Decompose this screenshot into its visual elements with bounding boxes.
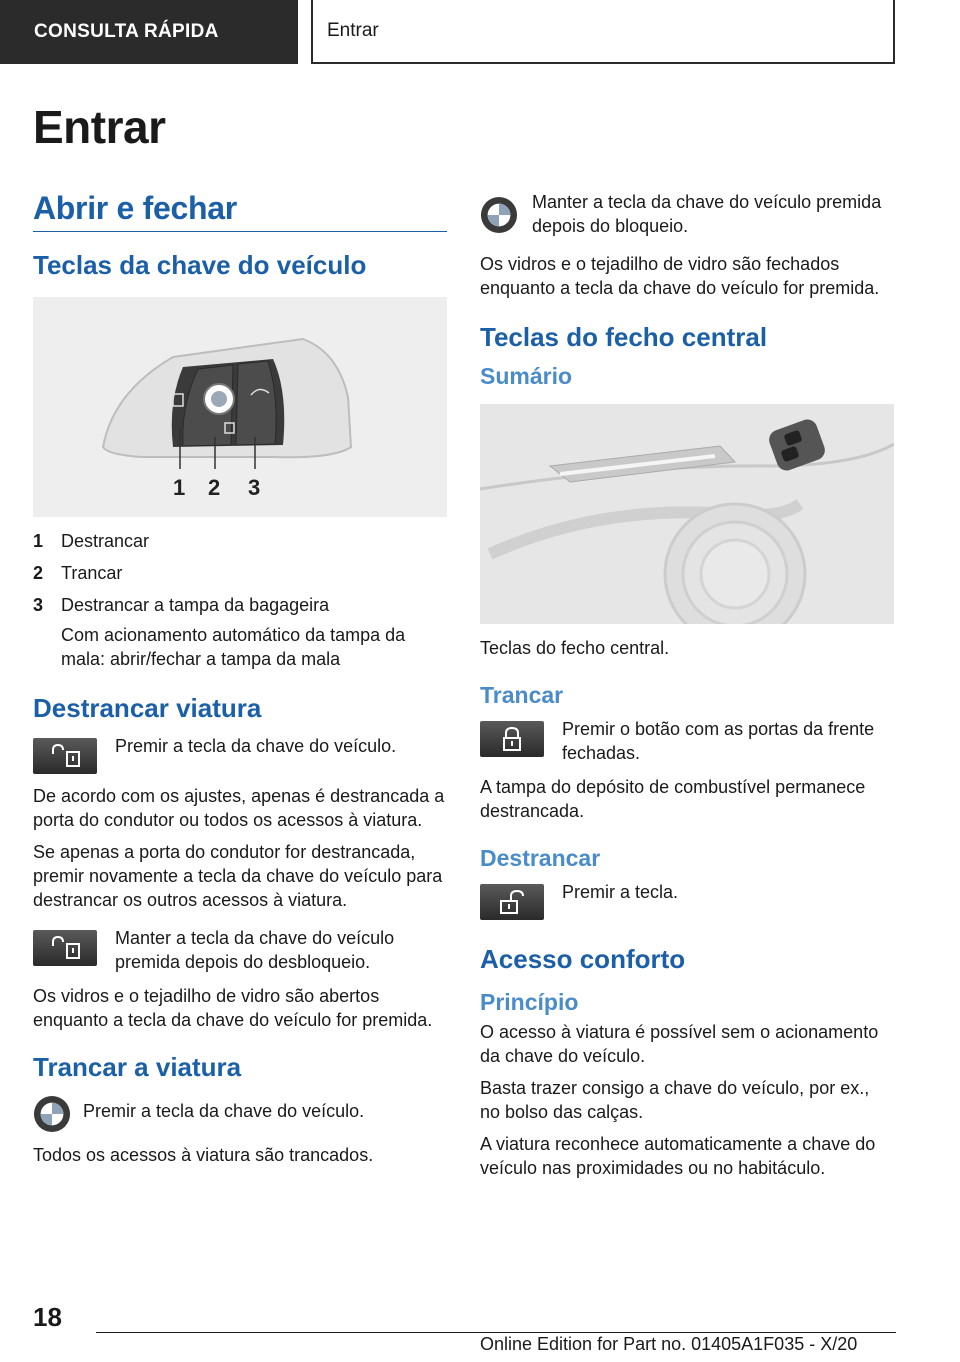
lock-button-icon (480, 721, 544, 757)
lock-hold-instruction: Manter a tecla da chave do veículo premida depois do bloqueio. (480, 190, 894, 238)
footer-edition: Online Edition for Part no. 01405A1F035 - X/20 (480, 1334, 858, 1354)
left-column (33, 190, 447, 1175)
figure-label-2: 2 (208, 475, 221, 500)
chapter-tab[interactable] (311, 0, 895, 64)
central-lock-instruction: Premir o botão com as portas da frente fechadas. (480, 717, 894, 765)
lock-instruction: Premir a tecla da chave do veículo. (33, 1093, 447, 1133)
lock-paragraph-1: Todos os acessos à viatura são trancados. (33, 1145, 374, 1165)
bmw-key-button-icon (33, 1095, 71, 1133)
central-unlock-instruction: Premir a tecla. (480, 880, 894, 920)
keys-heading: Teclas da chave do veículo (33, 250, 367, 280)
right-column (480, 190, 894, 1188)
central-lock-heading: Teclas do fecho central (480, 322, 768, 352)
unlock-heading: Destrancar viatura (33, 693, 262, 723)
list-item: 2 Trancar (33, 563, 123, 583)
principle-paragraph-1: O acesso à viatura é possível sem o acionamento da chave do veículo. (480, 1022, 879, 1066)
page-number: 18 (33, 1302, 62, 1332)
comfort-access-heading: Acesso conforto (480, 944, 686, 974)
page-title: Entrar (33, 101, 166, 153)
unlock-button-icon (480, 884, 544, 920)
list-note: Com acionamento automático da tampa da mala: abrir/fechar a tampa da mala (61, 625, 406, 669)
right-paragraph-1: Os vidros e o tejadilho de vidro são fechados enquanto a tecla da chave do veículo for premida. (480, 254, 880, 298)
unlock-paragraph-1: De acordo com os ajustes, apenas é destrancada a porta do condutor ou todos os acessos à viatura. (33, 786, 445, 830)
unlock-paragraph-3: Os vidros e o tejadilho de vidro são abertos enquanto a tecla da chave do veículo for premida. (33, 986, 433, 1030)
unlock-hold-instruction: Manter a tecla da chave do veículo premida depois do desbloqueio. (33, 926, 447, 974)
lock-subheading: Trancar (480, 682, 564, 708)
figure-label-1: 1 (173, 475, 186, 500)
footer-rule (96, 1332, 896, 1333)
list-item: 1 Destrancar (33, 531, 150, 551)
unlock-key-icon (33, 738, 97, 774)
lock-heading: Trancar a viatura (33, 1052, 242, 1082)
summary-heading: Sumário (480, 363, 573, 389)
key-fob-illustration (33, 297, 447, 517)
key-fob-figure (33, 297, 447, 517)
list-item: 3 Destrancar a tampa da bagageira (33, 595, 330, 615)
section-tab[interactable] (0, 0, 298, 64)
principle-paragraph-3: A viatura reconhece automaticamente a chave do veículo nas proximidades ou no habitáculo. (480, 1134, 876, 1178)
bmw-key-button-icon (480, 196, 518, 234)
chapter-label: Entrar (327, 20, 379, 41)
figure-label-3: 3 (248, 475, 261, 500)
principle-paragraph-2: Basta trazer consigo a chave do veículo, por ex., no bolso das calças. (480, 1078, 870, 1122)
unlock-paragraph-2: Se apenas a porta do condutor for destrancada, premir novamente a tecla da chave do veículo para destrancar os outros acessos à viatura. (33, 842, 443, 910)
section-heading: Abrir e fechar (33, 190, 237, 226)
key-legend-list (33, 529, 447, 671)
unlock-key-icon (33, 930, 97, 966)
section-heading-rule (33, 190, 447, 232)
lock-paragraph: A tampa do depósito de combustível permanece destrancada. (480, 777, 866, 821)
unlock-instruction: Premir a tecla da chave do veículo. (33, 734, 447, 774)
unlock-subheading: Destrancar (480, 845, 601, 871)
principle-heading: Princípio (480, 989, 579, 1015)
figure-caption: Teclas do fecho central. (480, 638, 670, 658)
door-panel-figure (480, 404, 894, 624)
section-label: CONSULTA RÁPIDA (34, 21, 219, 42)
door-panel-illustration (480, 404, 894, 624)
